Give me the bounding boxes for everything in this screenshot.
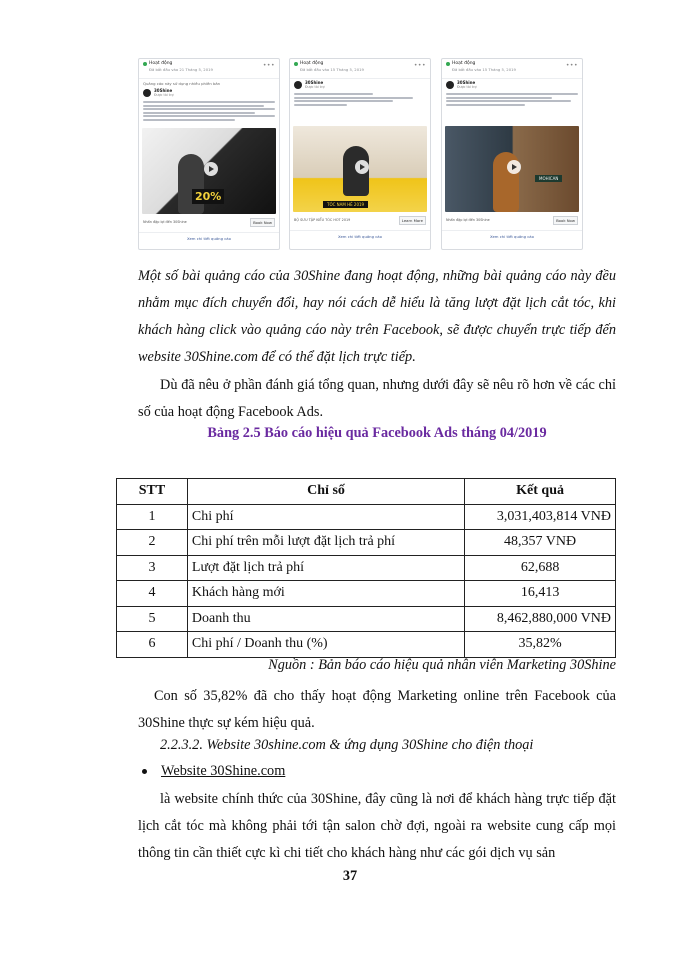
ad-card bbox=[138, 58, 280, 250]
ad-page-name: 30Shine bbox=[154, 87, 173, 93]
table-row bbox=[117, 555, 616, 581]
cell-metric: Chi phí / Doanh thu (%) bbox=[187, 632, 464, 658]
ad-page-name: 30Shine bbox=[457, 79, 476, 85]
play-icon bbox=[204, 162, 218, 176]
cell-metric: Lượt đặt lịch trả phí bbox=[187, 555, 464, 581]
ad-status: Hoạt động bbox=[446, 61, 578, 66]
ad-footer-text: Nhấn đặp lợi đến 30Shine bbox=[446, 217, 490, 222]
ad-body-text bbox=[442, 91, 582, 125]
intro-paragraph: Dù đã nêu ở phần đánh giá tổng quan, nhưng dưới đây sẽ nêu rõ hơn về các chỉ số của hoạt động Facebook Ads. bbox=[138, 377, 616, 420]
ad-card bbox=[289, 58, 431, 250]
ad-card bbox=[441, 58, 583, 250]
ad-status: Hoạt động bbox=[294, 61, 426, 66]
table-source: Nguồn : Bản báo cáo hiệu quả nhân viên Marketing 30Shine bbox=[268, 657, 616, 673]
status-dot-icon bbox=[143, 62, 147, 66]
cell-metric: Chi phí trên mỗi lượt đặt lịch trả phí bbox=[187, 530, 464, 556]
ad-subtitle: Quảng cáo này sử dụng nhiều phiên bản bbox=[143, 81, 221, 86]
ad-page bbox=[442, 79, 582, 91]
ad-footer bbox=[139, 214, 279, 230]
cell-stt: 6 bbox=[117, 632, 188, 658]
ad-cta-button: Book Now bbox=[553, 216, 578, 225]
ad-badge: 20% bbox=[192, 189, 224, 204]
table-row bbox=[117, 606, 616, 632]
ad-image bbox=[142, 128, 276, 214]
ad-date: Đã bắt đầu vào 21 Tháng 5, 2019 bbox=[149, 67, 213, 72]
ad-footer bbox=[290, 212, 430, 228]
ad-page bbox=[290, 79, 430, 91]
ad-date: Đã bắt đầu vào 15 Tháng 5, 2019 bbox=[300, 67, 364, 72]
website-paragraph: là website chính thức của 30Shine, đây cũng là nơi để khách hàng trực tiếp đặt lịch cắt tóc mà không phải tới tận salon chờ đợi, ngoài ra website cung cấp mọi thông tin cần thiết cực kì chi tiết cho khách hàng như các gói dịch vụ sản bbox=[138, 791, 616, 861]
ad-status: Hoạt động bbox=[143, 61, 275, 66]
bullet-icon bbox=[142, 769, 147, 774]
page-number: 37 bbox=[342, 868, 358, 884]
ad-page-meta: Được tài trợ bbox=[457, 85, 477, 90]
cell-stt: 4 bbox=[117, 581, 188, 607]
more-icon: ••• bbox=[565, 62, 578, 69]
report-table bbox=[116, 478, 616, 658]
model-figure bbox=[178, 154, 204, 214]
table-row bbox=[117, 632, 616, 658]
cell-metric: Doanh thu bbox=[187, 606, 464, 632]
ad-header bbox=[442, 59, 582, 79]
cell-stt: 3 bbox=[117, 555, 188, 581]
page-logo-icon bbox=[294, 81, 302, 89]
table-row bbox=[117, 504, 616, 530]
status-dot-icon bbox=[294, 62, 298, 66]
ad-details-link: Xem chi tiết quảng cáo bbox=[139, 232, 279, 241]
ad-footer-text: BỘ SƯU TẬP KIỂU TÓC HOT 2019 bbox=[294, 217, 351, 222]
ads-screenshot-row bbox=[138, 58, 584, 250]
ad-body-text bbox=[139, 99, 279, 127]
ad-details-link: Xem chi tiết quảng cáo bbox=[442, 230, 582, 239]
ad-page-meta: Được tài trợ bbox=[305, 85, 325, 90]
cell-metric: Khách hàng mới bbox=[187, 581, 464, 607]
section-subheading: 2.2.3.2. Website 30shine.com & ứng dụng 30Shine cho điện thoại bbox=[160, 737, 534, 753]
more-icon: ••• bbox=[262, 62, 275, 69]
ad-body-text bbox=[290, 91, 430, 125]
cell-result: 16,413 bbox=[465, 581, 616, 607]
ad-image bbox=[293, 126, 427, 212]
cell-result: 35,82% bbox=[465, 632, 616, 658]
table-row bbox=[117, 530, 616, 556]
header-stt: STT bbox=[117, 479, 188, 505]
status-dot-icon bbox=[446, 62, 450, 66]
ad-details-link: Xem chi tiết quảng cáo bbox=[290, 230, 430, 239]
ad-page-name: 30Shine bbox=[305, 79, 324, 85]
ad-badge: MOHICAN bbox=[535, 175, 562, 182]
cell-stt: 2 bbox=[117, 530, 188, 556]
page-logo-icon bbox=[143, 89, 151, 97]
ad-cta-button: Book Now bbox=[250, 218, 275, 227]
play-icon bbox=[355, 160, 369, 174]
ad-footer bbox=[442, 212, 582, 228]
bullet-text: Website 30Shine.com bbox=[161, 763, 286, 779]
ad-footer-text: Nhấn đặp lợi đến 30Shine bbox=[143, 219, 187, 224]
play-icon bbox=[507, 160, 521, 174]
header-result: Kết quả bbox=[465, 479, 616, 505]
ad-header bbox=[139, 59, 279, 79]
table-header-row bbox=[117, 479, 616, 505]
ad-badge: TÓC NAM HÈ 2019 bbox=[323, 201, 368, 208]
table-row bbox=[117, 581, 616, 607]
ad-header bbox=[290, 59, 430, 79]
cell-metric: Chi phí bbox=[187, 504, 464, 530]
ad-cta-button: Learn More bbox=[399, 216, 426, 225]
ad-page bbox=[139, 87, 279, 99]
image-caption: Một số bài quảng cáo của 30Shine đang hoạt động, những bài quảng cáo này đều nhằm mục đích chuyển đổi, hay nói cách dễ hiểu là tăng lượt đặt lịch cắt tóc, khi khách hàng click vào quảng cáo này trên Facebook, sẽ được chuyển trực tiếp đến website 30Shine.com để có thể đặt lịch trực tiếp. bbox=[138, 268, 616, 365]
cell-stt: 5 bbox=[117, 606, 188, 632]
cell-stt: 1 bbox=[117, 504, 188, 530]
cell-result: 8,462,880,000 VNĐ bbox=[465, 606, 616, 632]
conclusion-paragraph: Con số 35,82% đã cho thấy hoạt động Marketing online trên Facebook của 30Shine thực sự kém hiệu quả. bbox=[138, 688, 616, 731]
page-logo-icon bbox=[446, 81, 454, 89]
ad-image bbox=[445, 126, 579, 212]
cell-result: 3,031,403,814 VNĐ bbox=[465, 504, 616, 530]
header-metric: Chỉ số bbox=[187, 479, 464, 505]
more-icon: ••• bbox=[413, 62, 426, 69]
ad-page-meta: Được tài trợ bbox=[154, 93, 174, 98]
cell-result: 48,357 VNĐ bbox=[465, 530, 616, 556]
cell-result: 62,688 bbox=[465, 555, 616, 581]
table-title: Bảng 2.5 Báo cáo hiệu quả Facebook Ads tháng 04/2019 bbox=[207, 425, 547, 441]
ad-date: Đã bắt đầu vào 15 Tháng 5, 2019 bbox=[452, 67, 516, 72]
bullet-item bbox=[138, 763, 285, 780]
